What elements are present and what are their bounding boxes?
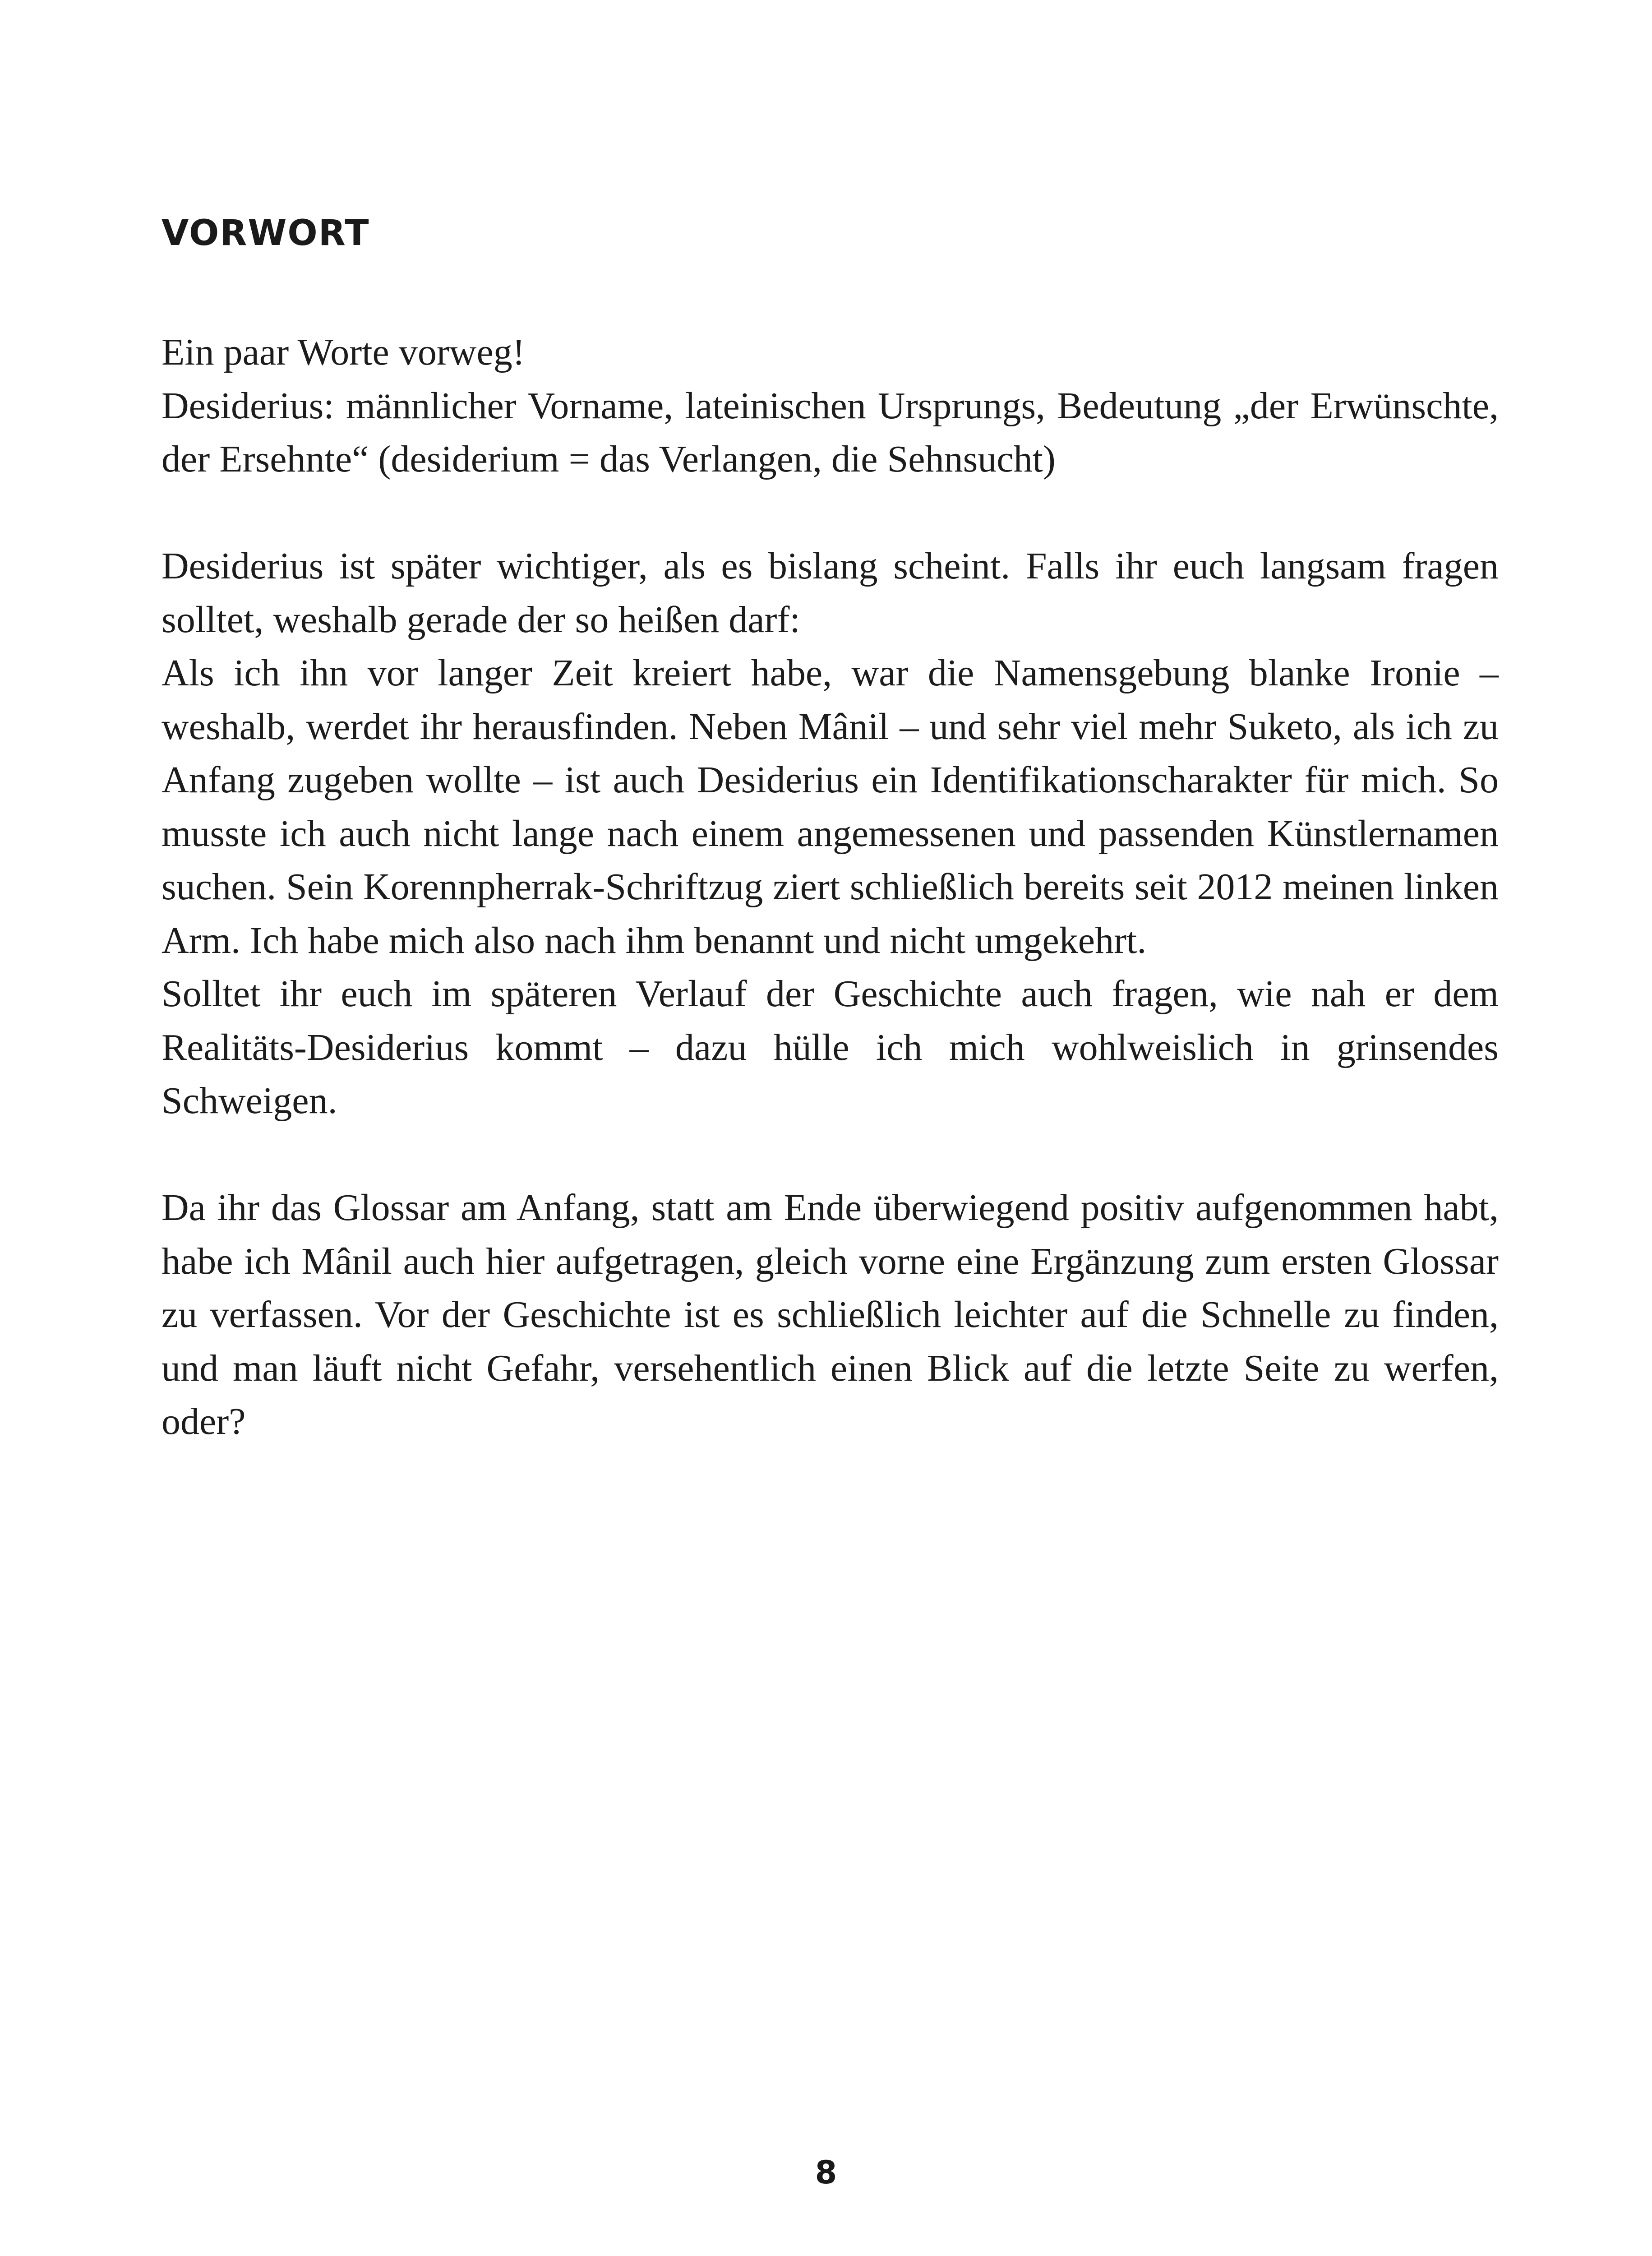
- paragraph-reality-question: Solltet ihr euch im späteren Verlauf der Geschichte auch fragen, wie nah er dem Realitäts-Desiderius kommt – dazu hülle ich mich wohlweislich in grinsendes Schweigen.: [162, 973, 1499, 1122]
- paragraph-intro: Ein paar Worte vorweg!: [162, 331, 525, 373]
- paragraph-glossary: Da ihr das Glossar am Anfang, statt am Ende überwiegend positiv aufgenommen habt, habe ich Mânil auch hier aufgetragen, gleich vorne eine Ergänzung zum ersten Glossar zu verfassen. Vor der Geschichte ist es schließlich leichter auf die Schnelle zu finden, und man läuft nicht Gefahr, versehentlich einen Blick auf die letzte Seite zu werfen, oder?: [162, 1187, 1499, 1442]
- page-number: 8: [815, 2154, 837, 2191]
- foreword-text: [162, 326, 1499, 1449]
- paragraph-spacer: [162, 1128, 1499, 1182]
- paragraph-importance: Desiderius ist später wichtiger, als es bislang scheint. Falls ihr euch langsam fragen solltet, weshalb gerade der so heißen darf:: [162, 545, 1499, 641]
- chapter-heading: VORWORT: [162, 213, 370, 254]
- paragraph-name-definition: Desiderius: männlicher Vorname, lateinischen Ursprungs, Bedeutung „der Erwünschte, der Ersehnte“ (desiderium = das Verlangen, die Sehnsucht): [162, 384, 1499, 480]
- paragraph-naming-story: Als ich ihn vor langer Zeit kreiert habe, war die Namensgebung blanke Ironie – weshalb, werdet ihr herausfinden. Neben Mânil – und sehr viel mehr Suketo, als ich zu Anfang zugeben wollte – ist auch Desiderius ein Identifikationscharakter für mich. So musste ich auch nicht lange nach einem angemessenen und passenden Künstlernamen suchen. Sein Korennpherrak-Schriftzug ziert schließlich bereits seit 2012 meinen linken Arm. Ich habe mich also nach ihm benannt und nicht umgekehrt.: [162, 652, 1499, 962]
- paragraph-spacer: [162, 486, 1499, 540]
